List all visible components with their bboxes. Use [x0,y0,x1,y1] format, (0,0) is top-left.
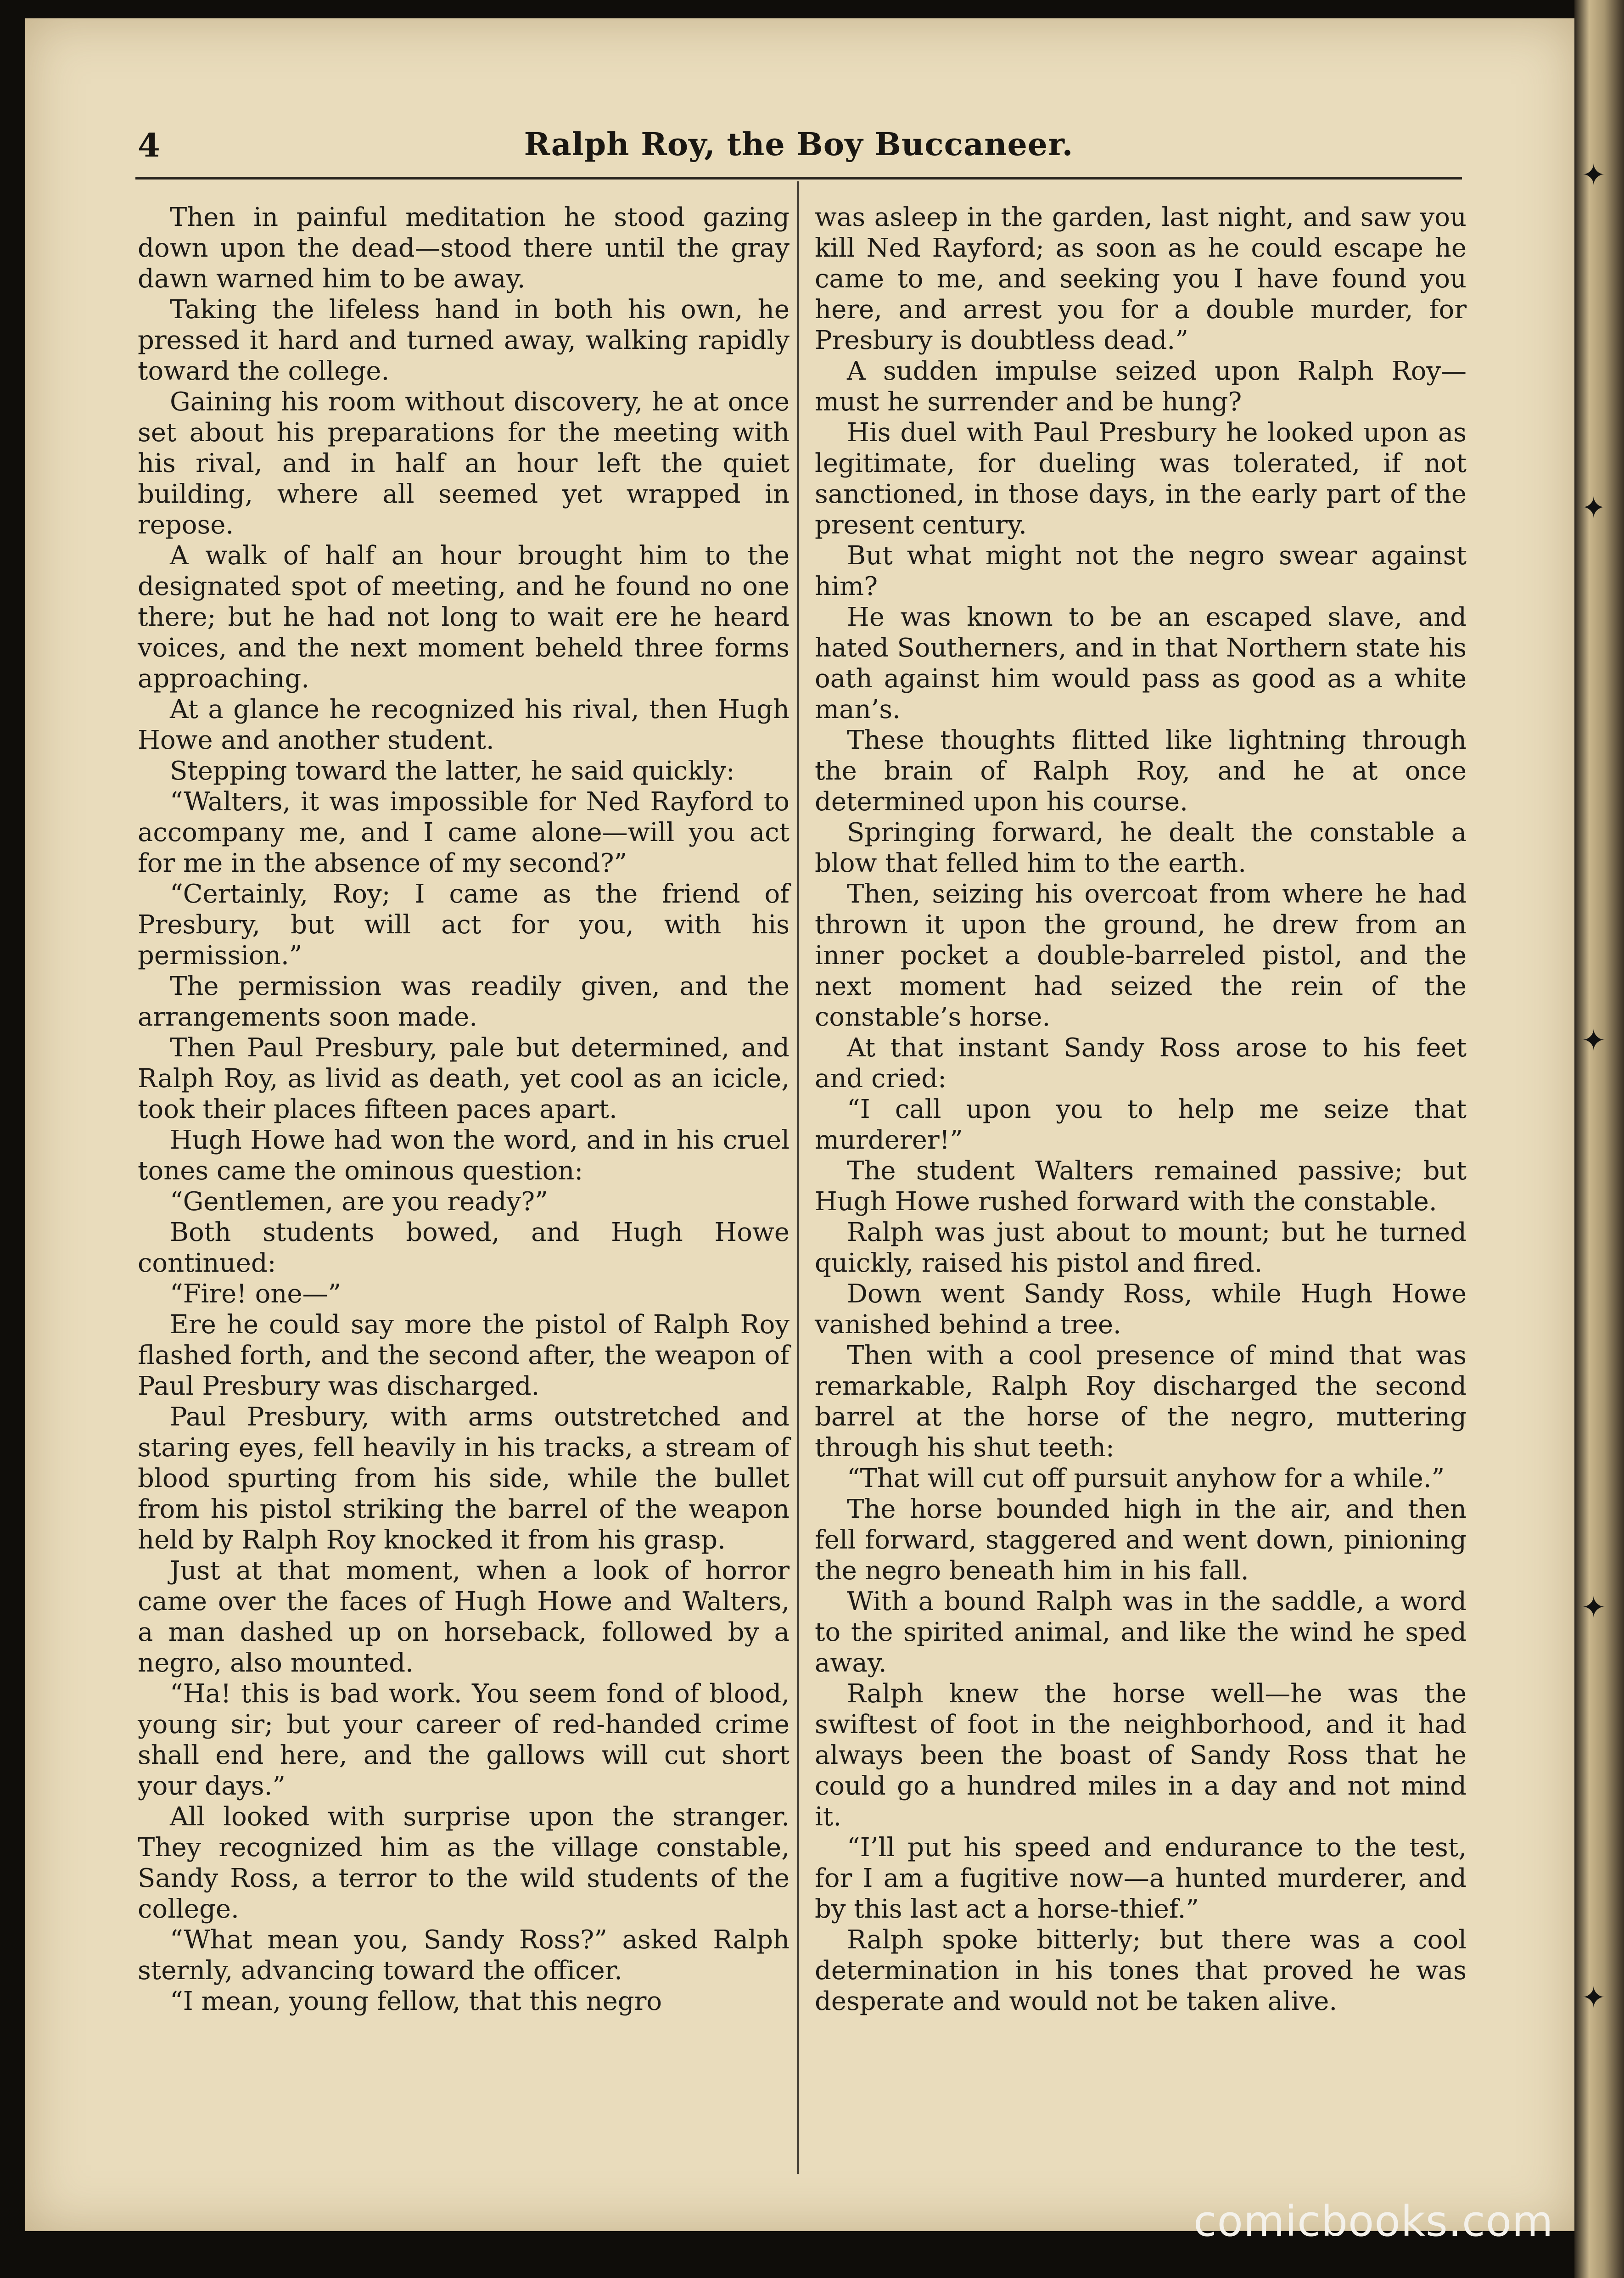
paragraph: Just at that moment, when a look of horror came over the faces of Hugh Howe and Walters, a man dashed up on horseback, followed by a negro, also mounted. [138,1556,790,1678]
paragraph: “I call upon you to help me seize that murderer!” [815,1094,1467,1155]
paragraph: Then with a cool presence of mind that was remarkable, Ralph Roy discharged the second barrel at the horse of the negro, muttering through his shut teeth: [815,1341,1467,1463]
paragraph: “That will cut off pursuit anyhow for a while.” [847,1464,1445,1493]
paragraph: All looked with surprise upon the stranger. They recognized him as the village constable, Sandy Ross, a terror to the wild students of the college. [138,1802,790,1924]
paragraph: At that instant Sandy Ross arose to his feet and cried: [815,1033,1467,1094]
paragraph: Ralph knew the horse well—he was the swiftest of foot in the neighborhood, and it had always been the boast of Sandy Ross that he could go a hundred miles in a day and not mind it. [815,1679,1467,1832]
paragraph: was asleep in the garden, last night, and saw you kill Ned Rayford; as soon as he could escape he came to me, and seeking you I have found you here, and arrest you for a double murder, for Presbury is doubtless dead.” [815,202,1467,355]
paragraph: Stepping toward the latter, he said quickly: [170,756,735,786]
paragraph: The permission was readily given, and the arrangements soon made. [138,971,790,1032]
paragraph: “Fire! one—” [170,1279,342,1309]
paragraph: Gaining his room without discovery, he at once set about his preparations for the meeting with his rival, and in half an hour left the quiet building, where all seemed yet wrapped in repose. [138,387,790,540]
binding-staple-icon: ✦ [1581,1024,1606,1058]
paragraph: Springing forward, he dealt the constable a blow that felled him to the earth. [815,818,1467,878]
paragraph: “Certainly, Roy; I came as the friend of Presbury, but will act for you, with his permission.” [138,879,790,971]
binding-staple-icon: ✦ [1581,1981,1606,2015]
binding-staple-icon: ✦ [1581,158,1606,192]
paragraph: “Gentlemen, are you ready?” [170,1187,548,1217]
page-binding [1574,0,1624,2278]
paragraph: At a glance he recognized his rival, then Hugh Howe and another student. [138,695,790,755]
paragraph: With a bound Ralph was in the saddle, a word to the spirited animal, and like the wind he sped away. [815,1587,1467,1678]
watermark: comicbooks.com [1193,2197,1554,2246]
paragraph: The student Walters remained passive; but Hugh Howe rushed forward with the constable. [815,1156,1467,1217]
right-column [815,202,1467,2017]
left-column [138,202,790,2017]
running-title: Ralph Roy, the Boy Buccaneer. [524,126,1074,163]
paragraph: His duel with Paul Presbury he looked upon as legitimate, for dueling was tolerated, if not sanctioned, in those days, in the early part of the present century. [815,418,1467,540]
paragraph: Taking the lifeless hand in both his own, he pressed it hard and turned away, walking rapidly toward the college. [138,295,790,386]
paragraph: Hugh Howe had won the word, and in his cruel tones came the ominous question: [138,1125,790,1186]
paragraph: The horse bounded high in the air, and then fell forward, staggered and went down, pinioning the negro beneath him in his fall. [815,1494,1467,1586]
paragraph: A sudden impulse seized upon Ralph Roy—must he surrender and be hung? [815,356,1467,417]
binding-staple-icon: ✦ [1581,1591,1606,1625]
paragraph: “Walters, it was impossible for Ned Rayford to accompany me, and I came alone—will you act for me in the absence of my second?” [138,787,790,878]
paragraph: Ralph was just about to mount; but he turned quickly, raised his pistol and fired. [815,1218,1467,1278]
paragraph: Ralph spoke bitterly; but there was a cool determination in his tones that proved he was desperate and would not be taken alive. [815,1925,1467,2016]
paragraph: Down went Sandy Ross, while Hugh Howe vanished behind a tree. [815,1279,1467,1340]
page-header [138,126,1460,168]
paragraph: Then, seizing his overcoat from where he had thrown it upon the ground, he drew from an inner pocket a double-barreled pistol, and the next moment had seized the rein of the constable’s horse. [815,879,1467,1032]
paragraph: “Ha! this is bad work. You seem fond of blood, young sir; but your career of red-handed crime shall end here, and the gallows will cut short your days.” [138,1679,790,1801]
paragraph: A walk of half an hour brought him to the designated spot of meeting, and he found no one there; but he had not long to wait ere he heard voices, and the next moment beheld three forms approaching. [138,541,790,694]
paragraph: Both students bowed, and Hugh Howe continued: [138,1218,790,1278]
paragraph: Ere he could say more the pistol of Ralph Roy flashed forth, and the second after, the weapon of Paul Presbury was discharged. [138,1310,790,1401]
paragraph: These thoughts flitted like lightning through the brain of Ralph Roy, and he at once determined upon his course. [815,725,1467,817]
paragraph: “What mean you, Sandy Ross?” asked Ralph sternly, advancing toward the officer. [138,1925,790,1986]
paragraph: Then Paul Presbury, pale but determined, and Ralph Roy, as livid as death, yet cool as an icicle, took their places fifteen paces apart. [138,1033,790,1124]
paragraph: But what might not the negro swear against him? [815,541,1467,601]
paragraph: “I mean, young fellow, that this negro [170,1986,662,2016]
header-rule [135,177,1462,180]
paragraph: “I’ll put his speed and endurance to the test, for I am a fugitive now—a hunted murderer, and by this last act a horse-thief.” [815,1833,1467,1924]
paragraph: Then in painful meditation he stood gazing down upon the dead—stood there until the gray dawn warned him to be away. [138,202,790,294]
binding-staple-icon: ✦ [1581,491,1606,525]
column-divider [797,181,799,2174]
paragraph: Paul Presbury, with arms outstretched and staring eyes, fell heavily in his tracks, a stream of blood spurting from his side, while the bullet from his pistol striking the barrel of the weapon held by Ralph Roy knocked it from his grasp. [138,1402,790,1555]
page-number: 4 [138,126,160,164]
paragraph: He was known to be an escaped slave, and hated Southerners, and in that Northern state his oath against him would pass as good as a white man’s. [815,602,1467,724]
